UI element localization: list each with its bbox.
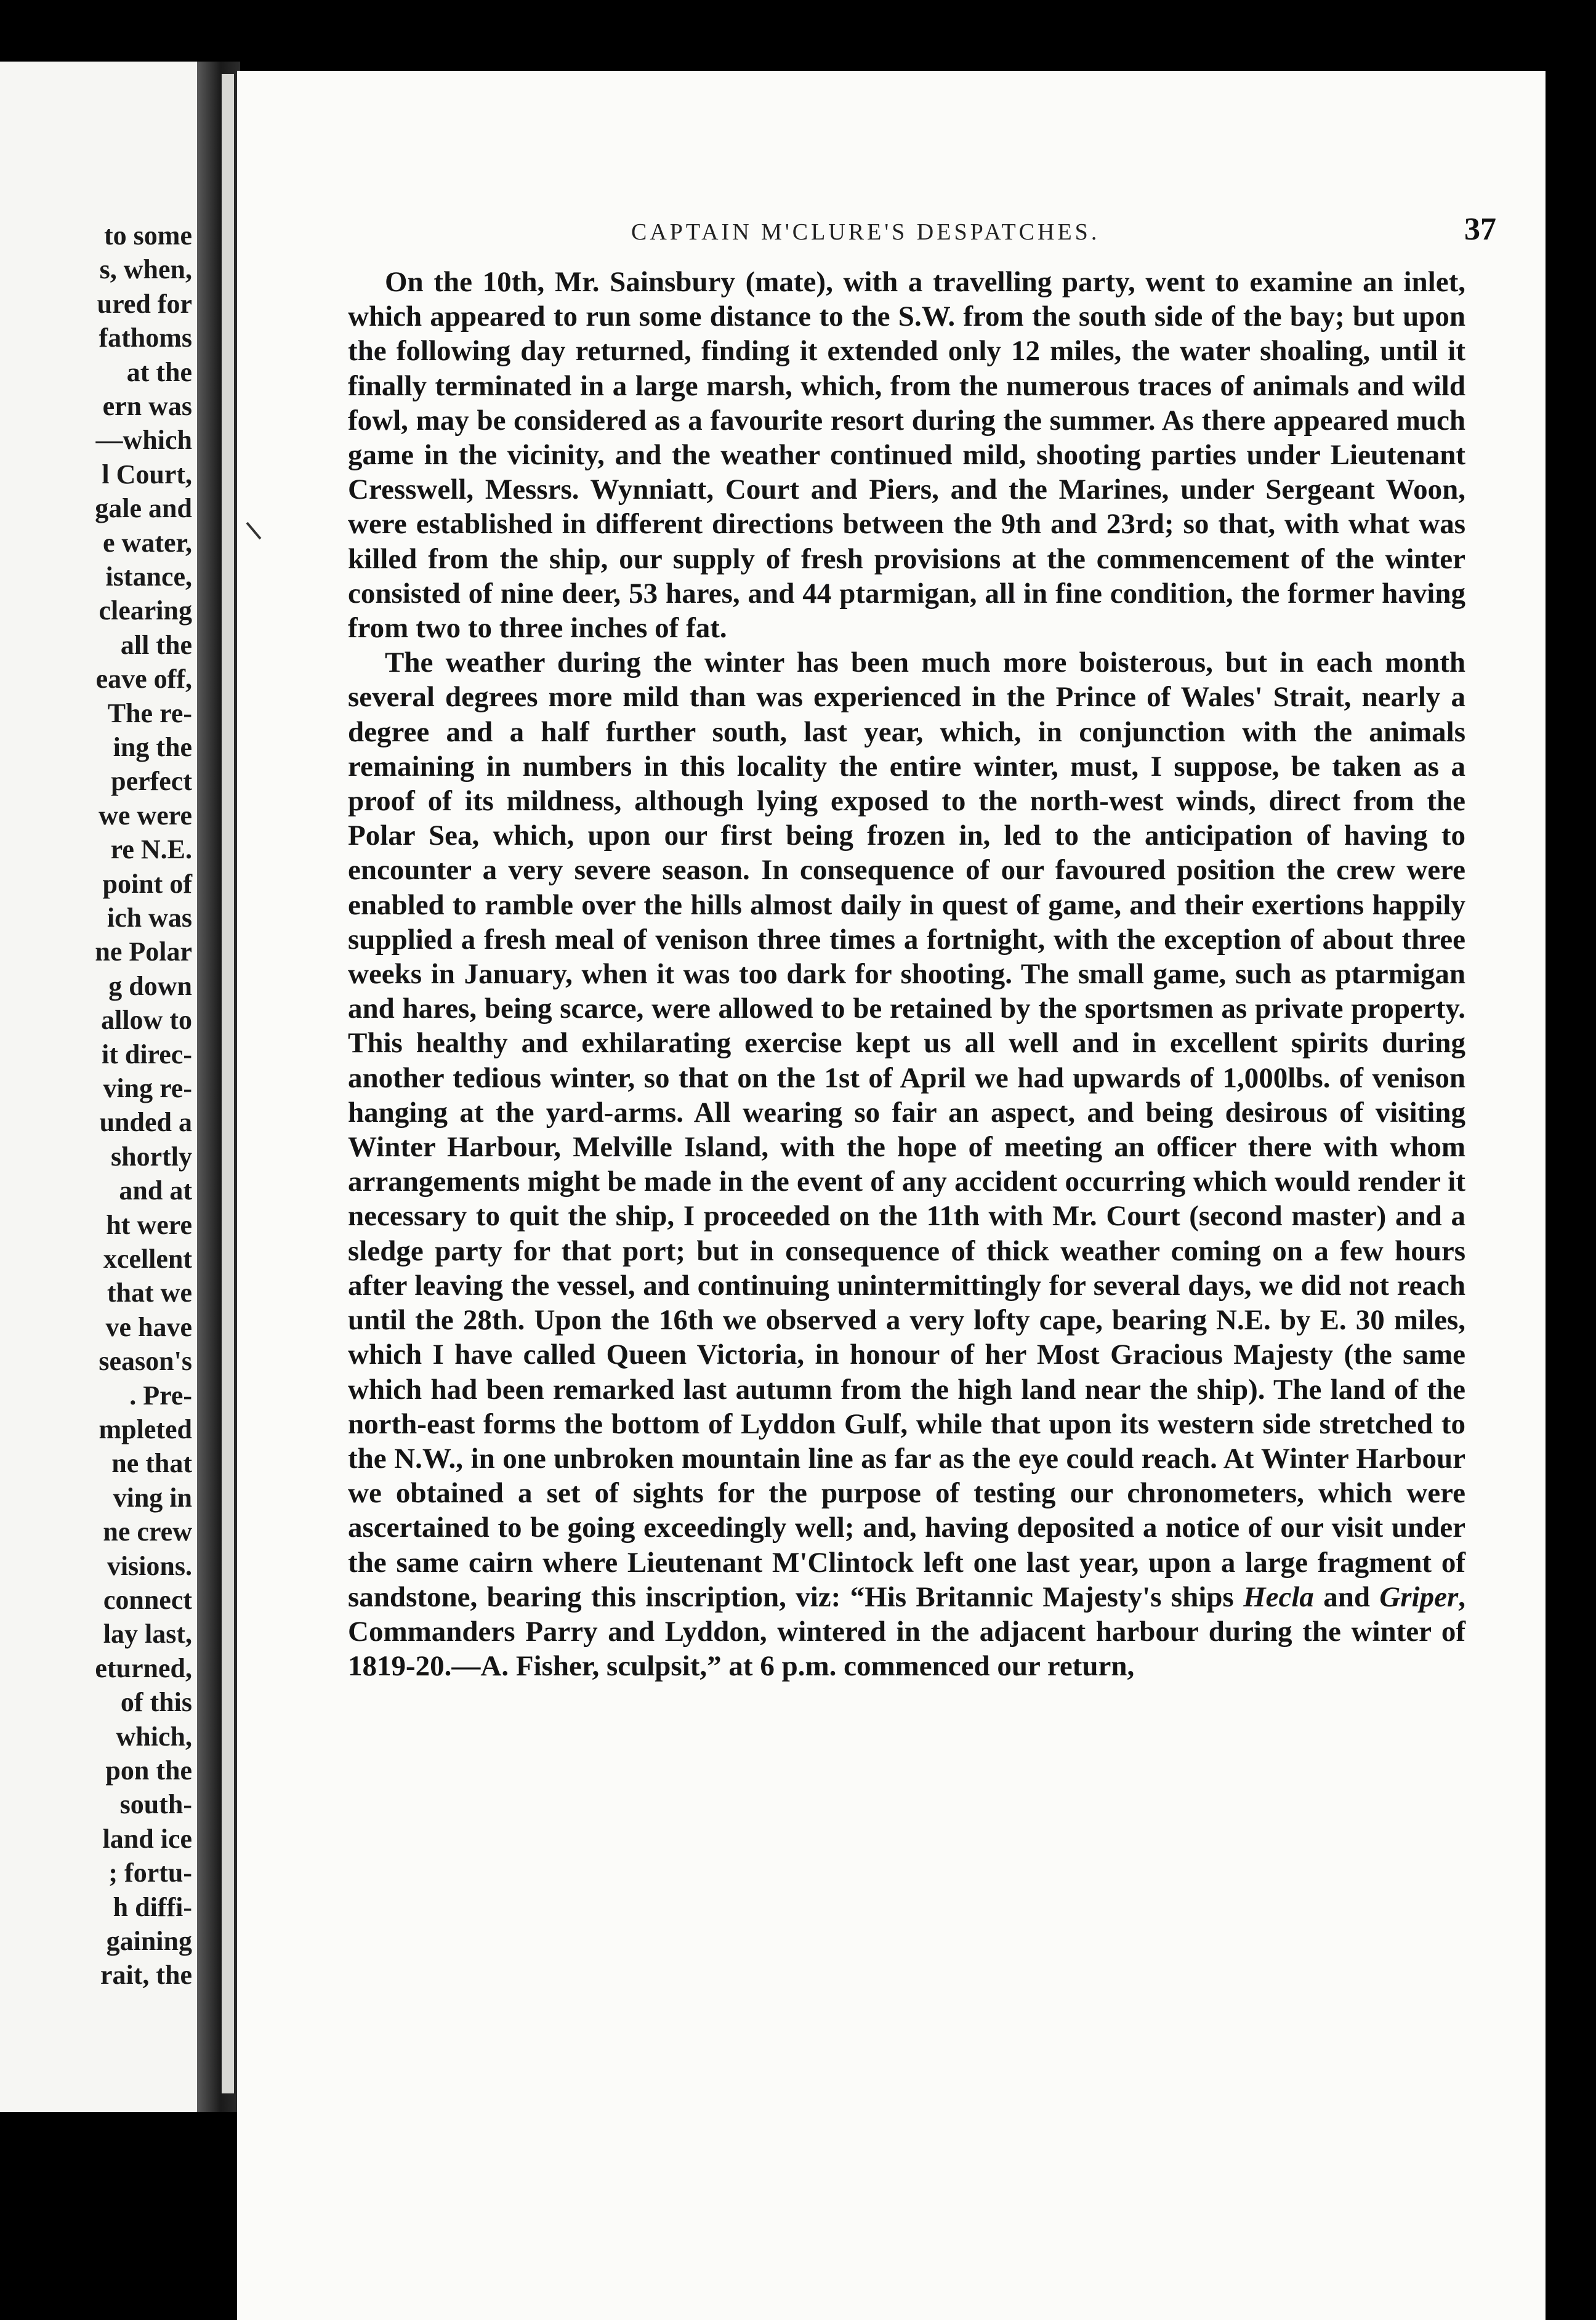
left-page-line: perfect <box>111 766 192 797</box>
left-page-line: and at <box>119 1175 192 1206</box>
left-page-line: which, <box>116 1721 192 1752</box>
left-page-line: we were <box>99 800 192 831</box>
left-page-line: l Court, <box>102 459 192 489</box>
left-page-line: rait, the <box>100 1960 192 1991</box>
left-page-line: . Pre- <box>129 1380 192 1411</box>
left-page-line: allow to <box>101 1005 192 1036</box>
left-page-line: gaining <box>106 1926 192 1956</box>
left-page-line: fathoms <box>99 323 192 353</box>
paragraph-2 <box>348 645 1465 1683</box>
paragraph-1: On the 10th, Mr. Sainsbury (mate), with a travelling party, went to examine an inlet, which appeared to run some distance to the S.W. from the south side of the bay; but upon the following day returned, finding it extended only 12 miles, the water shoaling, until it finally terminated in a large marsh, which, from the numerous traces of animals and wild fowl, may be considered as a favourite resort during the summer. As there appeared much game in the vicinity, and the weather continued mild, shooting parties under Lieutenant Cresswell, Messrs. Wynniatt, Court and Piers, and the Marines, under Sergeant Woon, were established in different directions between the 9th and 23rd; so that, with what was killed from the ship, our supply of fresh provisions at the commencement of the winter consisted of nine deer, 53 hares, and 44 ptarmigan, all in fine condition, the former having from two to three inches of fat. <box>348 266 1465 645</box>
body-text <box>348 265 1465 1683</box>
left-page-line: ured for <box>97 288 192 319</box>
left-page-line: ving in <box>113 1482 192 1513</box>
left-page-line: s, when, <box>99 254 192 285</box>
running-title: CAPTAIN M'CLURE'S DESPATCHES. <box>631 219 1100 245</box>
left-page-line: pon the <box>105 1755 192 1786</box>
left-page-line: ht were <box>106 1209 192 1240</box>
left-page-line: at the <box>126 356 192 387</box>
left-page-line: h diffi- <box>113 1891 192 1922</box>
left-page-line: unded a <box>99 1107 192 1138</box>
left-page-line: xcellent <box>103 1244 192 1274</box>
paragraph-2-text: The weather during the winter has been much more boisterous, but in each month several degrees more mild than was experienced in the Prince of Wales' Strait, nearly a degree and a half further south, last year, which, in conjunction with the animals remaining in numbers in this locality the entire winter, must, I suppose, be taken as a proof of its mildness, although lying exposed to the north-west winds, direct from the Polar Sea, which, upon our first being frozen in, led to the anticipation of having to encounter a very severe season. In consequence of our favoured position the crew were enabled to ramble over the hills almost daily in quest of game, and their exertions happily supplied a fresh meal of venison three times a fortnight, with the exception of about three weeks in January, when it was too dark for shooting. The small game, such as ptarmigan and hares, being scarce, were allowed to be retained by the sportsmen as private property. This healthy and exhilarating exercise kept us all well and in excellent spirits during another tedious winter, so that on the 1st of April we had upwards of 1,000lbs. of venison hanging at the yard-arms. All wearing so fair an aspect, and being desirous of visiting Winter Harbour, Melville Island, with the hope of meeting an officer there with whom arrangements might be made in the event of any accident occurring which would render it necessary to quit the ship, I proceeded on the 11th with Mr. Court (second master) and a sledge party for that port; but in consequence of thick weather coming on a few hours after leaving the vessel, and continuing unintermittingly for several days, we did not reach until the 28th. Upon the 16th we observed a very lofty cape, bearing N.E. by E. 30 miles, which I have called Queen Victoria, in honour of her Most Gracious Majesty (the same which had been remarked last autumn from the high land near the ship). The land of the north-east forms the bottom of Lyddon Gulf, while that upon its western side stretched to the N.W., in one unbroken mountain line as far as the eye could reach. At Winter Harbour we obtained a set of sights for the purpose of testing our chronometers, which were ascertained to be going exceedingly well; and, having deposited a notice of our visit under the same cairn where Lieutenant M'Clintock left one last year, upon a large fragment of sandstone, bearing this inscription, viz: “His Britannic Majesty's ships <box>348 646 1465 1613</box>
left-page-line: mpleted <box>99 1414 192 1444</box>
left-page-line: ern was <box>102 391 192 421</box>
left-page-line: lay last, <box>103 1619 192 1649</box>
left-page-line: shortly <box>111 1141 192 1172</box>
left-page-line: it direc- <box>101 1039 192 1069</box>
ship-name-hecla: Hecla <box>1243 1581 1314 1613</box>
left-page-line: ich was <box>107 903 192 933</box>
left-page-line: south- <box>119 1789 192 1820</box>
left-page-line: of this <box>120 1687 192 1718</box>
left-page-line: land ice <box>102 1823 192 1854</box>
left-page-line: The re- <box>107 698 192 728</box>
left-page-line: eturned, <box>95 1653 192 1683</box>
left-page-line: eave off, <box>95 664 192 695</box>
left-page-line: istance, <box>105 562 192 592</box>
right-page <box>237 71 1546 2320</box>
left-page-line: connect <box>103 1585 192 1615</box>
page-header <box>631 212 1496 256</box>
left-page-line: that we <box>107 1278 192 1308</box>
conjunction-and: and <box>1313 1581 1380 1613</box>
left-page-line: all the <box>120 629 192 660</box>
left-page-line: g down <box>108 970 192 1001</box>
left-page-line: ve have <box>105 1311 192 1342</box>
left-page-line: gale and <box>95 493 192 524</box>
left-page-line: ne crew <box>103 1516 192 1547</box>
left-page-fragment <box>0 62 197 2112</box>
left-page-line: visions. <box>107 1550 192 1581</box>
left-page-line: ne that <box>111 1448 192 1479</box>
left-page-line: e water, <box>103 527 192 558</box>
left-page-line: ; fortu- <box>108 1858 192 1888</box>
left-page-line: point of <box>102 868 192 899</box>
left-page-line: to some <box>104 220 192 251</box>
left-page-line: ing the <box>113 732 192 762</box>
left-page-line: re N.E. <box>110 834 192 865</box>
paragraph-2-closing: , Commanders Parry and Lyddon, wintered in the adjacent harbour during the winter of 1819-20.—A. Fisher, sculpsit,” at 6 p.m. commenced our return, <box>348 1581 1466 1683</box>
ship-name-griper: Griper <box>1379 1581 1459 1613</box>
left-page-line: —which <box>95 425 192 456</box>
page-number: 37 <box>1464 212 1496 247</box>
left-page-line: ving re- <box>103 1073 192 1103</box>
left-page-line: clearing <box>99 595 192 626</box>
left-page-line: ne Polar <box>95 936 192 967</box>
page-edge <box>222 74 234 2093</box>
left-page-line: season's <box>99 1346 192 1377</box>
